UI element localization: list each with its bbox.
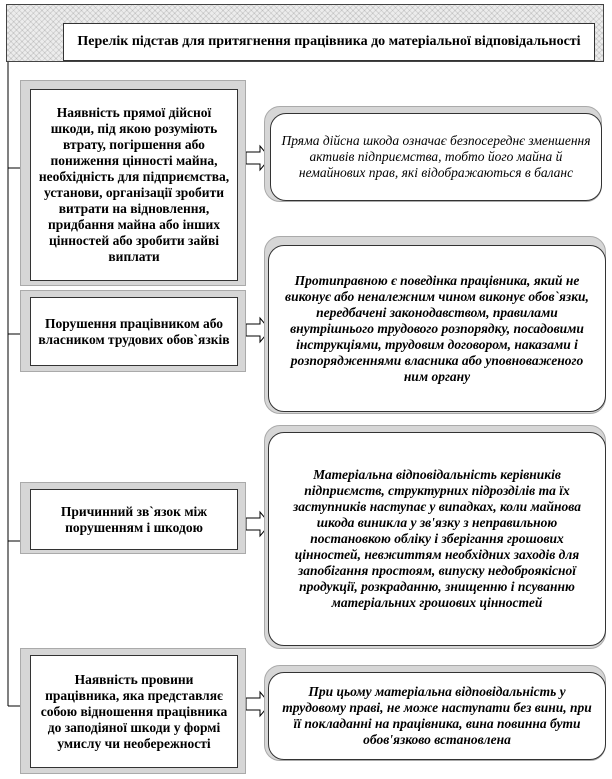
condition-box-1: Наявність прямої дійсної шкоди, під якою розуміють втрату, погіршення або пониження цінності майна, необхідність для підприємства, установи, організації зробити витрати на відновлення, придбання майна або інших цінностей або зробити зайві виплати	[30, 89, 238, 281]
condition-box-2: Порушення працівником або власником трудових обов`язків	[30, 297, 238, 366]
condition-box-4: Наявність провини працівника, яка представляє собою відношення працівника до заподіяної шкоди у формі умислу чи необережності	[30, 655, 238, 768]
explanation-box-3: Матеріальна відповідальність керівників підприємств, структурних підрозділів та їх заступників наступає у випадках, коли майнова шкода виникла у зв'язку з неправильною постановкою обліку і зберігання грошових цінностей, невжиттям необхідних заходів для запобігання простоям, випуску недоброякісної продукції, розкраданню, знищенню і псуванню матеріальних грошових цінностей	[268, 432, 606, 646]
explanation-box-2: Протиправною є поведінка працівника, який не виконує або неналежним чином виконує обов`язки, передбачені законодавством, правилами внутрішнього трудового розпорядку, посадовими інструкціями, трудовим договором, наказами і розпорядженнями власника або уповноваженого ним органу	[268, 245, 606, 412]
diagram-title: Перелік підстав для притягнення працівника до матеріальної відповідальності	[63, 23, 595, 61]
explanation-box-4: При цьому матеріальна відповідальність у трудовому праві, не може наступати без вини, при її покладанні на працівника, вина повинна бути обов'язково встановлена	[268, 672, 606, 760]
explanation-box-1: Пряма дійсна шкода означає безпосереднє зменшення активів підприємства, тобто його майна й немайнових прав, які відображаються в баланс	[270, 113, 602, 201]
condition-box-3: Причинний зв`язок між порушенням і шкодою	[30, 489, 238, 550]
